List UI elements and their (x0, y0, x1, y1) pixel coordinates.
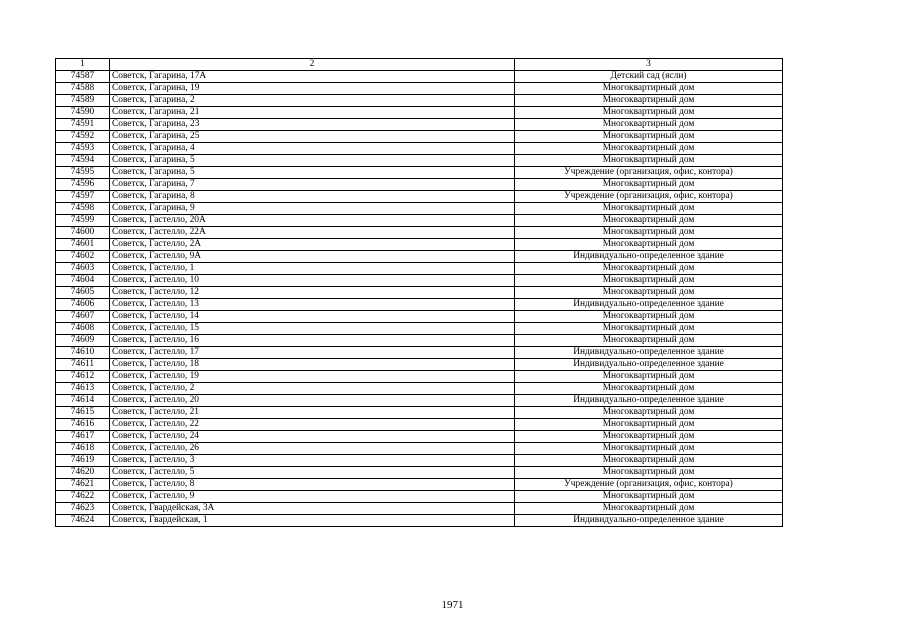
building-type-cell: Индивидуально-определенное здание (515, 359, 783, 371)
address-cell: Советск, Гастелло, 1 (110, 263, 515, 275)
address-cell: Советск, Гвардейская, 3А (110, 503, 515, 515)
building-type-cell: Многоквартирный дом (515, 275, 783, 287)
building-type-cell: Многоквартирный дом (515, 335, 783, 347)
row-number-cell: 74623 (56, 503, 110, 515)
table-row (56, 311, 783, 323)
building-type-cell: Многоквартирный дом (515, 131, 783, 143)
address-cell: Советск, Гагарина, 9 (110, 203, 515, 215)
building-type-cell: Многоквартирный дом (515, 83, 783, 95)
address-cell: Советск, Гагарина, 21 (110, 107, 515, 119)
table-row (56, 347, 783, 359)
table-row (56, 503, 783, 515)
address-cell: Советск, Гастелло, 9А (110, 251, 515, 263)
building-type-cell: Учреждение (организация, офис, контора) (515, 191, 783, 203)
row-number-cell: 74616 (56, 419, 110, 431)
table-row (56, 443, 783, 455)
building-type-cell: Детский сад (ясли) (515, 71, 783, 83)
row-number-cell: 74603 (56, 263, 110, 275)
building-type-cell: Многоквартирный дом (515, 239, 783, 251)
table-row (56, 419, 783, 431)
building-type-cell: Многоквартирный дом (515, 407, 783, 419)
row-number-cell: 74607 (56, 311, 110, 323)
table-row (56, 371, 783, 383)
table-row (56, 467, 783, 479)
address-cell: Советск, Гастелло, 22А (110, 227, 515, 239)
table-row (56, 143, 783, 155)
building-type-cell: Многоквартирный дом (515, 311, 783, 323)
table-row (56, 83, 783, 95)
building-type-cell: Многоквартирный дом (515, 443, 783, 455)
table-row (56, 287, 783, 299)
table-row (56, 71, 783, 83)
row-number-cell: 74611 (56, 359, 110, 371)
building-type-cell: Учреждение (организация, офис, контора) (515, 479, 783, 491)
address-cell: Советск, Гастелло, 2 (110, 383, 515, 395)
table-row (56, 263, 783, 275)
address-cell: Советск, Гагарина, 2 (110, 95, 515, 107)
row-number-cell: 74595 (56, 167, 110, 179)
building-type-cell: Многоквартирный дом (515, 467, 783, 479)
table-row (56, 191, 783, 203)
table-row (56, 407, 783, 419)
address-cell: Советск, Гастелло, 13 (110, 299, 515, 311)
address-cell: Советск, Гастелло, 5 (110, 467, 515, 479)
row-number-cell: 74621 (56, 479, 110, 491)
row-number-cell: 74619 (56, 455, 110, 467)
table-row (56, 179, 783, 191)
table-row (56, 323, 783, 335)
address-cell: Советск, Гастелло, 19 (110, 371, 515, 383)
table-row (56, 299, 783, 311)
table-row (56, 131, 783, 143)
row-number-cell: 74614 (56, 395, 110, 407)
building-type-cell: Многоквартирный дом (515, 287, 783, 299)
building-type-cell: Многоквартирный дом (515, 143, 783, 155)
table-row (56, 455, 783, 467)
row-number-cell: 74606 (56, 299, 110, 311)
building-type-cell: Многоквартирный дом (515, 419, 783, 431)
column-header-1: 1 (56, 59, 110, 71)
building-type-cell: Многоквартирный дом (515, 371, 783, 383)
table-row (56, 215, 783, 227)
table-row (56, 227, 783, 239)
row-number-cell: 74591 (56, 119, 110, 131)
address-cell: Советск, Гастелло, 24 (110, 431, 515, 443)
column-header-3: 3 (515, 59, 783, 71)
building-type-cell: Многоквартирный дом (515, 383, 783, 395)
table-row (56, 155, 783, 167)
address-cell: Советск, Гагарина, 8 (110, 191, 515, 203)
address-cell: Советск, Гагарина, 7 (110, 179, 515, 191)
row-number-cell: 74588 (56, 83, 110, 95)
row-number-cell: 74609 (56, 335, 110, 347)
building-type-cell: Многоквартирный дом (515, 263, 783, 275)
table-row (56, 95, 783, 107)
column-header-2: 2 (110, 59, 515, 71)
registry-table (55, 58, 783, 527)
row-number-cell: 74589 (56, 95, 110, 107)
address-cell: Советск, Гагарина, 23 (110, 119, 515, 131)
building-type-cell: Многоквартирный дом (515, 227, 783, 239)
address-cell: Советск, Гастелло, 26 (110, 443, 515, 455)
row-number-cell: 74600 (56, 227, 110, 239)
address-cell: Советск, Гастелло, 2А (110, 239, 515, 251)
building-type-cell: Учреждение (организация, офис, контора) (515, 167, 783, 179)
page-number: 1971 (441, 599, 464, 611)
address-cell: Советск, Гагарина, 5 (110, 155, 515, 167)
table-row (56, 479, 783, 491)
building-type-cell: Индивидуально-определенное здание (515, 515, 783, 527)
building-type-cell: Индивидуально-определенное здание (515, 251, 783, 263)
row-number-cell: 74593 (56, 143, 110, 155)
address-cell: Советск, Гастелло, 20А (110, 215, 515, 227)
row-number-cell: 74618 (56, 443, 110, 455)
table-row (56, 431, 783, 443)
address-cell: Советск, Гастелло, 18 (110, 359, 515, 371)
row-number-cell: 74597 (56, 191, 110, 203)
address-cell: Советск, Гагарина, 17А (110, 71, 515, 83)
row-number-cell: 74615 (56, 407, 110, 419)
table-row (56, 239, 783, 251)
address-cell: Советск, Гастелло, 16 (110, 335, 515, 347)
row-number-cell: 74620 (56, 467, 110, 479)
table-row (56, 515, 783, 527)
table-row (56, 203, 783, 215)
address-cell: Советск, Гастелло, 22 (110, 419, 515, 431)
address-cell: Советск, Гастелло, 15 (110, 323, 515, 335)
address-cell: Советск, Гастелло, 12 (110, 287, 515, 299)
table-header-row (56, 59, 783, 71)
building-type-cell: Многоквартирный дом (515, 107, 783, 119)
address-cell: Советск, Гастелло, 8 (110, 479, 515, 491)
building-type-cell: Многоквартирный дом (515, 491, 783, 503)
building-type-cell: Многоквартирный дом (515, 323, 783, 335)
table-row (56, 383, 783, 395)
table-row (56, 275, 783, 287)
row-number-cell: 74599 (56, 215, 110, 227)
building-type-cell: Индивидуально-определенное здание (515, 395, 783, 407)
table-row (56, 251, 783, 263)
row-number-cell: 74587 (56, 71, 110, 83)
building-type-cell: Многоквартирный дом (515, 95, 783, 107)
row-number-cell: 74601 (56, 239, 110, 251)
table-body (56, 71, 783, 527)
row-number-cell: 74624 (56, 515, 110, 527)
address-cell: Советск, Гастелло, 10 (110, 275, 515, 287)
address-cell: Советск, Гвардейская, 1 (110, 515, 515, 527)
address-cell: Советск, Гагарина, 25 (110, 131, 515, 143)
row-number-cell: 74596 (56, 179, 110, 191)
address-cell: Советск, Гагарина, 4 (110, 143, 515, 155)
table-row (56, 107, 783, 119)
address-cell: Советск, Гагарина, 19 (110, 83, 515, 95)
building-type-cell: Многоквартирный дом (515, 455, 783, 467)
address-cell: Советск, Гастелло, 14 (110, 311, 515, 323)
building-type-cell: Многоквартирный дом (515, 119, 783, 131)
row-number-cell: 74608 (56, 323, 110, 335)
address-cell: Советск, Гастелло, 3 (110, 455, 515, 467)
address-cell: Советск, Гастелло, 21 (110, 407, 515, 419)
row-number-cell: 74617 (56, 431, 110, 443)
table-row (56, 119, 783, 131)
row-number-cell: 74594 (56, 155, 110, 167)
row-number-cell: 74590 (56, 107, 110, 119)
row-number-cell: 74604 (56, 275, 110, 287)
address-cell: Советск, Гастелло, 20 (110, 395, 515, 407)
row-number-cell: 74612 (56, 371, 110, 383)
building-type-cell: Индивидуально-определенное здание (515, 347, 783, 359)
building-type-cell: Многоквартирный дом (515, 215, 783, 227)
table-row (56, 395, 783, 407)
table-row (56, 335, 783, 347)
table-row (56, 491, 783, 503)
row-number-cell: 74613 (56, 383, 110, 395)
building-type-cell: Многоквартирный дом (515, 503, 783, 515)
building-type-cell: Многоквартирный дом (515, 155, 783, 167)
address-cell: Советск, Гастелло, 17 (110, 347, 515, 359)
address-cell: Советск, Гагарина, 5 (110, 167, 515, 179)
building-type-cell: Индивидуально-определенное здание (515, 299, 783, 311)
building-type-cell: Многоквартирный дом (515, 179, 783, 191)
row-number-cell: 74602 (56, 251, 110, 263)
address-cell: Советск, Гастелло, 9 (110, 491, 515, 503)
table-row (56, 359, 783, 371)
row-number-cell: 74610 (56, 347, 110, 359)
building-type-cell: Многоквартирный дом (515, 203, 783, 215)
row-number-cell: 74592 (56, 131, 110, 143)
row-number-cell: 74598 (56, 203, 110, 215)
row-number-cell: 74622 (56, 491, 110, 503)
row-number-cell: 74605 (56, 287, 110, 299)
table-row (56, 167, 783, 179)
building-type-cell: Многоквартирный дом (515, 431, 783, 443)
